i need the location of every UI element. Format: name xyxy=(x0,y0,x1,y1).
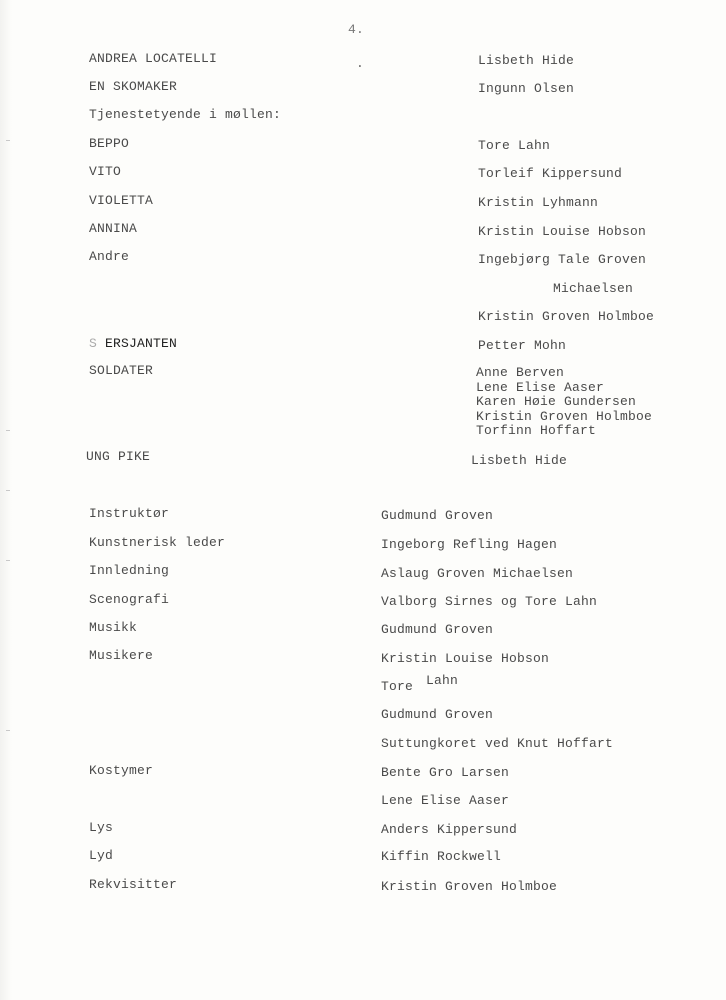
actor-name: Lisbeth Hide xyxy=(478,53,575,68)
crew-role: Kunstnerisk leder xyxy=(89,535,226,550)
crew-name: Gudmund Groven xyxy=(381,622,494,637)
scan-mark xyxy=(6,730,10,731)
role-label xyxy=(89,336,177,351)
role-label: BEPPO xyxy=(89,136,130,151)
crew-name: Aslaug Groven Michaelsen xyxy=(381,566,574,581)
crew-name: Suttungkoret ved Knut Hoffart xyxy=(381,736,614,751)
scan-mark xyxy=(6,490,10,491)
role-label: SOLDATER xyxy=(89,363,154,378)
role-label: VIOLETTA xyxy=(89,193,154,208)
crew-role: Lys xyxy=(89,820,114,835)
crew-role: Lyd xyxy=(89,848,114,863)
role-label: VITO xyxy=(89,164,122,179)
actor-name: Lisbeth Hide xyxy=(471,453,568,468)
sersjanten-role: ERSJANTEN xyxy=(105,336,178,351)
crew-role: Musikere xyxy=(89,648,154,663)
actor-name: Anne Berven xyxy=(476,365,565,380)
crew-name: Lahn xyxy=(426,673,459,688)
crew-name: Kristin Louise Hobson xyxy=(381,651,550,666)
actor-name: Petter Mohn xyxy=(478,338,567,353)
crew-name: Lene Elise Aaser xyxy=(381,793,510,808)
scan-edge xyxy=(0,0,12,1000)
crew-name: Tore xyxy=(381,679,414,694)
scan-mark xyxy=(6,560,10,561)
crew-name: Gudmund Groven xyxy=(381,707,494,722)
actor-name: Torfinn Hoffart xyxy=(476,423,597,438)
actor-name: Ingunn Olsen xyxy=(478,81,575,96)
scan-mark xyxy=(6,430,10,431)
soldater-list xyxy=(476,366,652,439)
servants-heading: Tjenestetyende i møllen: xyxy=(89,107,282,122)
scan-mark xyxy=(6,140,10,141)
crew-name: Valborg Sirnes og Tore Lahn xyxy=(381,594,598,609)
crew-role: Innledning xyxy=(89,563,170,578)
role-label: Andre xyxy=(89,249,130,264)
actor-name: Kristin Groven Holmboe xyxy=(478,309,655,324)
actor-name: Kristin Lyhmann xyxy=(478,195,599,210)
crew-name: Anders Kippersund xyxy=(381,822,518,837)
actor-name: Lene Elise Aaser xyxy=(476,379,605,395)
crew-name: Gudmund Groven xyxy=(381,508,494,523)
actor-name: Torleif Kippersund xyxy=(478,166,623,181)
actor-name: Michaelsen xyxy=(553,281,634,296)
crew-role: Scenografi xyxy=(89,592,170,607)
role-label: UNG PIKE xyxy=(86,449,151,464)
crew-name: Ingeborg Refling Hagen xyxy=(381,537,558,552)
faded-letter: S xyxy=(89,336,98,351)
crew-role: Rekvisitter xyxy=(89,877,178,892)
crew-role: Kostymer xyxy=(89,763,154,778)
stray-mark: . xyxy=(356,56,365,71)
role-label: EN SKOMAKER xyxy=(89,79,178,94)
crew-role: Musikk xyxy=(89,620,138,635)
crew-name: Bente Gro Larsen xyxy=(381,765,510,780)
page-number: 4. xyxy=(348,22,365,37)
crew-name: Kiffin Rockwell xyxy=(381,849,502,864)
actor-name: Kristin Louise Hobson xyxy=(478,224,647,239)
crew-role: Instruktør xyxy=(89,506,170,521)
actor-name: Karen Høie Gundersen xyxy=(476,394,637,409)
crew-name: Kristin Groven Holmboe xyxy=(381,879,558,894)
role-label: ANDREA LOCATELLI xyxy=(89,51,218,66)
actor-name: Ingebjørg Tale Groven xyxy=(478,252,647,267)
actor-name: Tore Lahn xyxy=(478,138,551,153)
actor-name: Kristin Groven Holmboe xyxy=(476,408,653,424)
role-label: ANNINA xyxy=(89,221,138,236)
